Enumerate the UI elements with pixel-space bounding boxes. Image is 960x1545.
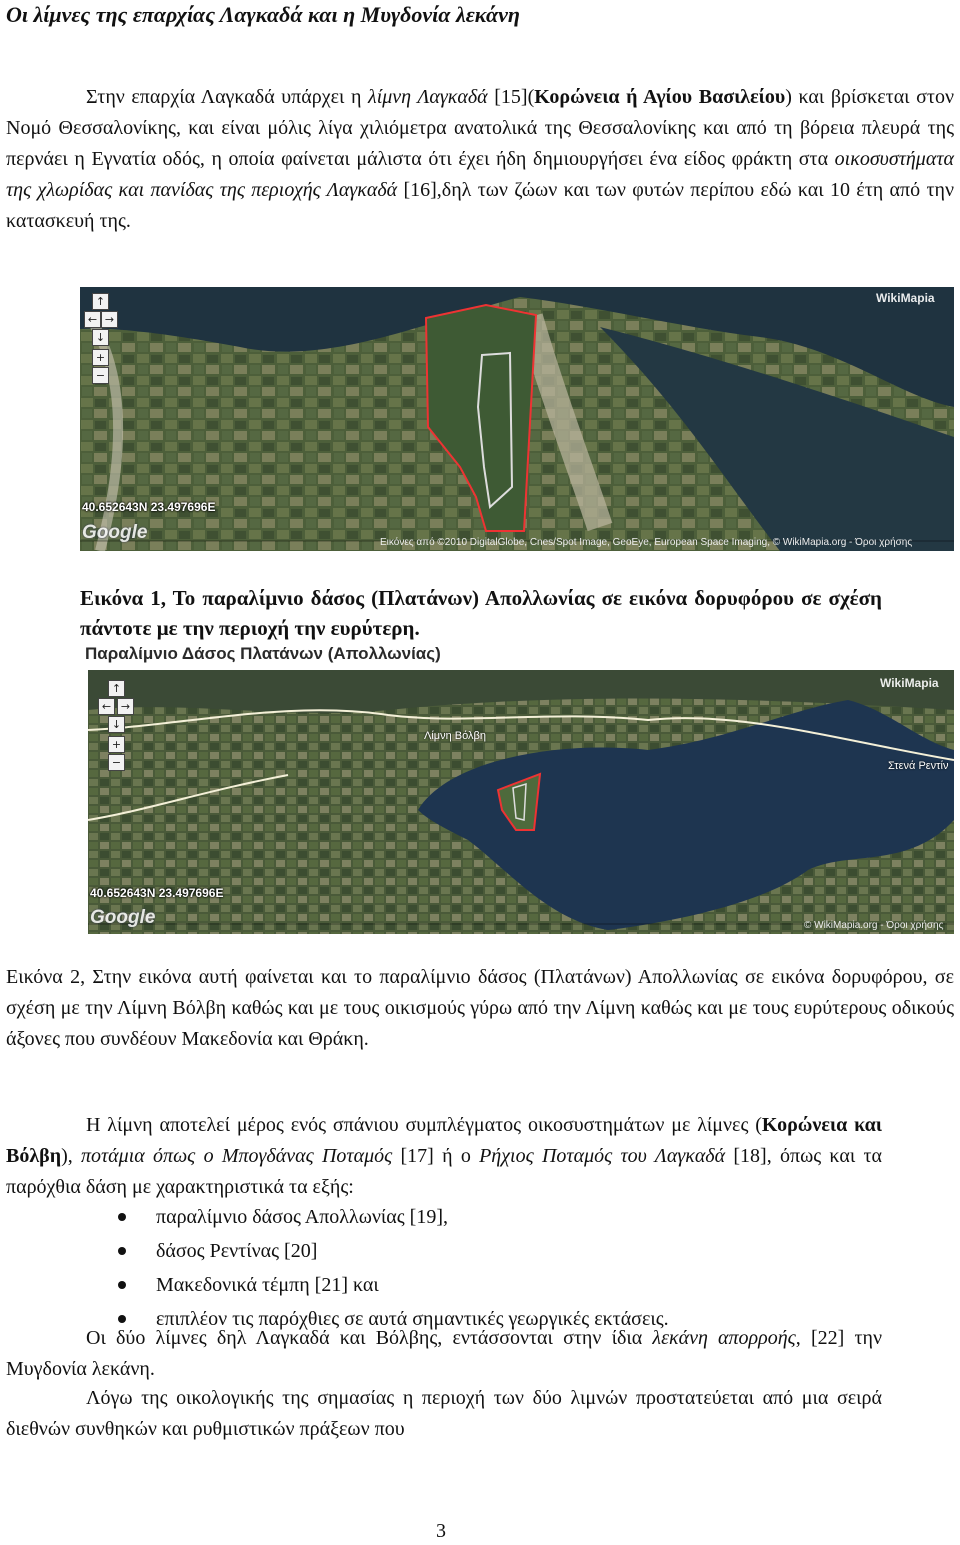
map2-pan-left-button[interactable]: ← [98,698,115,715]
lake-ecosystem-paragraph: Η λίμνη αποτελεί μέρος ενός σπάνιου συμπλέγματος οικοσυστημάτων με λίμνες (Κορώνεια και Βόλβη), ποτάμια όπως ο Μπογδάνας Ποταμός [17] ή ο Ρήχιος Ποταμός του Λαγκαδά [18], όπως και τα παρόχθια δάση με χαρακτηριστικά τα εξής: [6,1114,883,1198]
google-logo: Google [82,522,148,543]
pan-right-button[interactable]: → [101,311,118,328]
map2-zoom-out-button[interactable]: − [108,754,125,771]
zoom-in-button[interactable]: + [92,349,109,366]
wikimapia-logo: WikiMapia [876,291,935,305]
map2-pan-right-button[interactable]: → [117,698,134,715]
bullet-icon [118,1315,126,1323]
list-item: Μακεδονικά τέμπη [21] και [110,1268,669,1302]
zoom-out-button[interactable]: − [92,367,109,384]
page-title: Οι λίμνες της επαρχίας Λαγκαδά και η Μυγδονία λεκάνη [6,2,520,27]
map2-zoom-in-button[interactable]: + [108,736,125,753]
map2-wikimapia-logo: WikiMapia [880,676,939,690]
map2-pan-down-button[interactable]: ↓ [108,716,125,733]
forest-list [110,1200,669,1336]
protection-paragraph: Λόγω της οικολογικής της σημασίας η περιοχή των δύο λιμνών προστατεύεται από μια σειρά διεθνών συνθηκών και ρυθμιστικών πράξεων που [6,1387,882,1440]
basin-paragraph: Οι δύο λίμνες δηλ Λαγκαδά και Βόλβης, εντάσσονται στην ίδια λεκάνη απορροής, [22] την Μυγδονία λεκάνη. [6,1327,883,1380]
map2-coordinates-readout: 40.652643N 23.497696E [90,886,224,900]
coordinates-readout: 40.652643N 23.497696E [82,500,216,514]
bullet-icon [118,1213,126,1221]
intro-paragraph: Στην επαρχία Λαγκαδά υπάρχει η λίμνη Λαγκαδά [15](Κορώνεια ή Αγίου Βασιλείου) και βρίσκεται στον Νομό Θεσσαλονίκης, και είναι μόλις λίγα χιλιόμετρα ανατολικά της Θεσσαλονίκης και από τη βόρεια πλευρά της περνάει η Εγνατία οδός, η οποία φαίνεται μάλιστα ότι έχει ήδη δημιουργήσει ένα είδος φράκτη στα οικοσυστήματα της χλωρίδας και πανίδας της περιοχής Λαγκαδά [16],δηλ των ζώων και των φυτών περίπου εδώ και 10 έτη από την κατασκευή της. [6,86,955,232]
map2-credit: © WikiMapia.org - Όροι χρήσης [804,920,944,931]
figure-1-caption: Εικόνα 1, Το παραλίμνιο δάσος (Πλατάνων) Απολλωνίας σε εικόνα δορυφόρου σε σχέση πάντοτε με την περιοχή την ευρύτερη. [80,586,882,640]
stena-rentinas-label: Στενά Ρεντίν [888,760,949,772]
satellite-map-2[interactable] [88,670,954,934]
bullet-icon [118,1247,126,1255]
map-2-title: Παραλίμνιο Δάσος Πλατάνων (Απολλωνίας) [85,644,441,663]
bullet-icon [118,1281,126,1289]
list-item: παραλίμνιο δάσος Απολλωνίας [19], [110,1200,669,1234]
pan-up-button[interactable]: ↑ [92,293,109,310]
pan-down-button[interactable]: ↓ [92,329,109,346]
list-item: επιπλέον τις παρόχθιες σε αυτά σημαντικές γεωργικές εκτάσεις. [110,1302,669,1336]
map2-google-logo: Google [90,907,156,928]
figure-2-caption: Εικόνα 2, Στην εικόνα αυτή φαίνεται και το παραλίμνιο δάσος (Πλατάνων) Απολλωνίας σε εικόνα δορυφόρου, σε σχέση με την Λίμνη Βόλβη καθώς και με τους οικισμούς γύρω από την Λίμνη καθώς και με τους ευρύτερους οδικούς άξονες που συνδέουν Μακεδονία και Θράκη. [6,966,954,1050]
map2-pan-up-button[interactable]: ↑ [108,680,125,697]
pan-left-button[interactable]: ← [84,311,101,328]
page-number: 3 [436,1520,446,1542]
list-item: δάσος Ρεντίνας [20] [110,1234,669,1268]
satellite-map-1[interactable] [80,287,954,551]
imagery-credit: Εικόνες από ©2010 DigitalGlobe, Cnes/Spot Image, GeoEye, European Space Imaging, © WikiMapia.org - Όροι χρήσης [380,537,913,548]
lake-volvi-label: Λίμνη Βόλβη [424,730,486,742]
